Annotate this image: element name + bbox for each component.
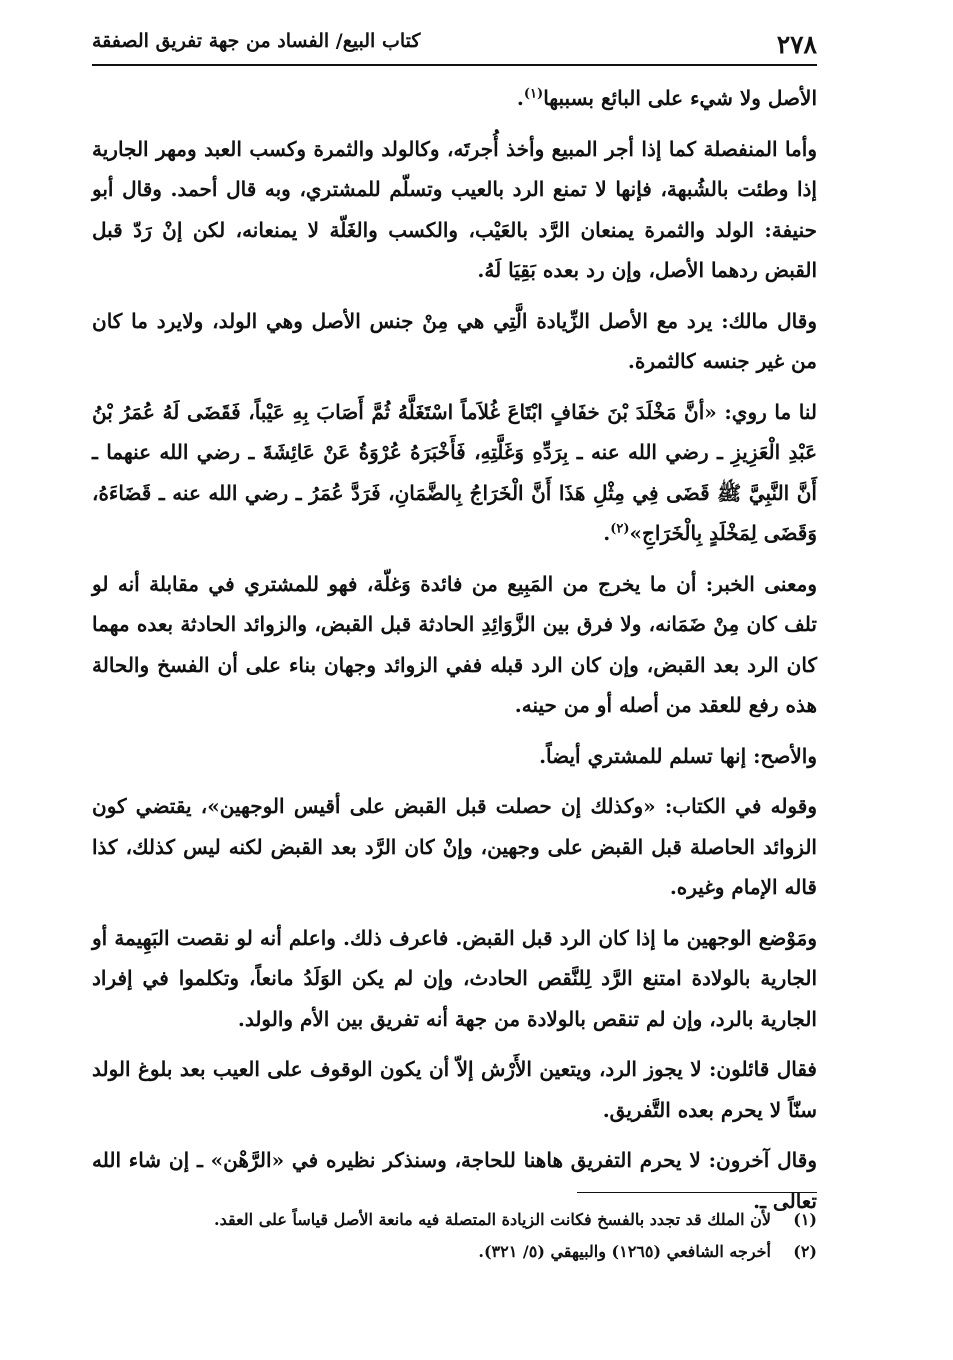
footnote-1 — [92, 1204, 817, 1236]
footnotes — [92, 1204, 817, 1268]
footnote-marker: (٢) — [793, 1242, 817, 1261]
paragraph-2: وأما المنفصلة كما إذا أجر المبيع وأخذ أُجرتَه، وكالولد والثمرة وكسب العبد ومهر الجارية إذا وطئت بالشُبهة، فإنها لا تمنع الرد بالعيب وتسلّم للمشتري، وبه قال أحمد. وقال أبو حنيفة: الولد والثمرة يمنعان الرَّد بالعَيْب، والكسب والغَلّة لا يمنعانه، لكن إنْ رَدّ قبل القبض ردهما الأصل، وإن رد بعده بَقِيَا لَهُ. — [92, 136, 817, 282]
footnote-divider — [577, 1192, 817, 1193]
footnote-text: لأن الملك قد تجدد بالفسخ فكانت الزيادة المتصلة فيه مانعة الأصل قياساً على العقد. — [214, 1210, 771, 1229]
paragraph-8: ومَوْضع الوجهين ما إذا كان الرد قبل القبض. فاعرف ذلك. واعلم أنه لو نقصت البَهِيمة أو الجارية بالولادة امتنع الرَّد لِلنَّقص الحادث، وإن لم يكن الوَلَدُ مانعاً، وتكلموا في إفراد الجارية بالرد، وإن لم تنقص بالولادة من جهة أنه تفريق بين الأم والولد. — [92, 925, 817, 1031]
paragraph-10: وقال آخرون: لا يحرم التفريق هاهنا للحاجة، وسنذكر نظيره في «الرَّهْن» ـ إن شاء الله تعالى ـ. — [92, 1148, 817, 1213]
book-page — [92, 24, 817, 1334]
paragraph-1: الأصل ولا شيء على البائع بسببها$^{(١)}$. — [516, 86, 817, 110]
paragraph-6: والأصح: إنها تسلم للمشتري أيضاً. — [539, 743, 817, 768]
paragraph-4: لنا ما روي: «أنَّ مَخْلَدَ بْنَ خفَافٍ ابْتَاعَ غُلاَماً اسْتَغَلَّهُ ثُمَّ أَصَابَ بِهِ عَيْباً، فَقَضَى لَهُ عُمَرُ بْنُ عَبْدِ الْعَزِيزِ ـ رضي الله عنه ـ بِرَدِّهِ وَغَلَّتِهِ، فَأَخْبَرَهُ عُرْوَةُ عَنْ عَائِشَةَ ـ رضي الله عنهما ـ أَنَّ النَّبِيَّ ﷺ قَضَى فِي مِثْلِ هَذَا أَنَّ الْخَرَاجُ بِالضَّمَانِ، فَرَدَّ عُمَرُ ـ رضي الله عنه ـ قَضَاءَهُ، وَقَضَى لِمَخْلَدٍ بِالْخَرَاجِ»$^{(٢)}$. — [92, 399, 817, 545]
page-header — [92, 24, 817, 66]
running-title: كتاب البيع/ الفساد من جهة تفريق الصفقة — [92, 30, 421, 52]
footnote-ref-2: (٢) — [610, 521, 630, 537]
paragraph-7: وقوله في الكتاب: «وكذلك إن حصلت قبل القبض على أقيس الوجهين»، يقتضي كون الزوائد الحاصلة قبل القبض على وجهين، وإنْ كان الرَّد بعد القبض لكنه ليس كذلك، كذا قاله الإمام وغيره. — [92, 794, 817, 899]
paragraph-5: ومعنى الخبر: أن ما يخرج من المَبِيع من فائدة وَغلّة، فهو للمشتري في مقابلة أنه لو تلف كان مِنْ ضَمَانه، ولا فرق بين الزَّوَائِدِ الحادثة قبل القبض، والزوائد الحادثة بعده مهما كان الرد بعد القبض، وإن كان الرد قبله ففي الزوائد وجهان بناء على أن الفسخ والحالة هذه رفع للعقد من أصله أو من حينه. — [92, 571, 817, 717]
paragraph-3: وقال مالك: يرد مع الأصل الزِّيادة الَّتِي هي مِنْ جنس الأصل وهي الولد، ولايرد ما كان من غير جنسه كالثمرة. — [92, 308, 817, 373]
paragraph-lead: والأصح — [760, 743, 817, 768]
footnote-2 — [92, 1236, 817, 1268]
footnote-text: أخرجه الشافعي (١٢٦٥) والبيهقي (٥/ ٣٢١). — [478, 1242, 771, 1261]
body-text — [92, 78, 817, 1221]
footnote-ref-1: (١) — [523, 86, 544, 102]
footnote-marker: (١) — [793, 1210, 817, 1229]
page-number: ٢٧٨ — [776, 30, 817, 59]
paragraph-9: فقال قائلون: لا يجوز الرد، ويتعين الأَرْش إلاّ أن يكون الوقوف على العيب بعد بلوغ الولد سنّاً لا يحرم بعده التَّفريق. — [92, 1057, 817, 1122]
